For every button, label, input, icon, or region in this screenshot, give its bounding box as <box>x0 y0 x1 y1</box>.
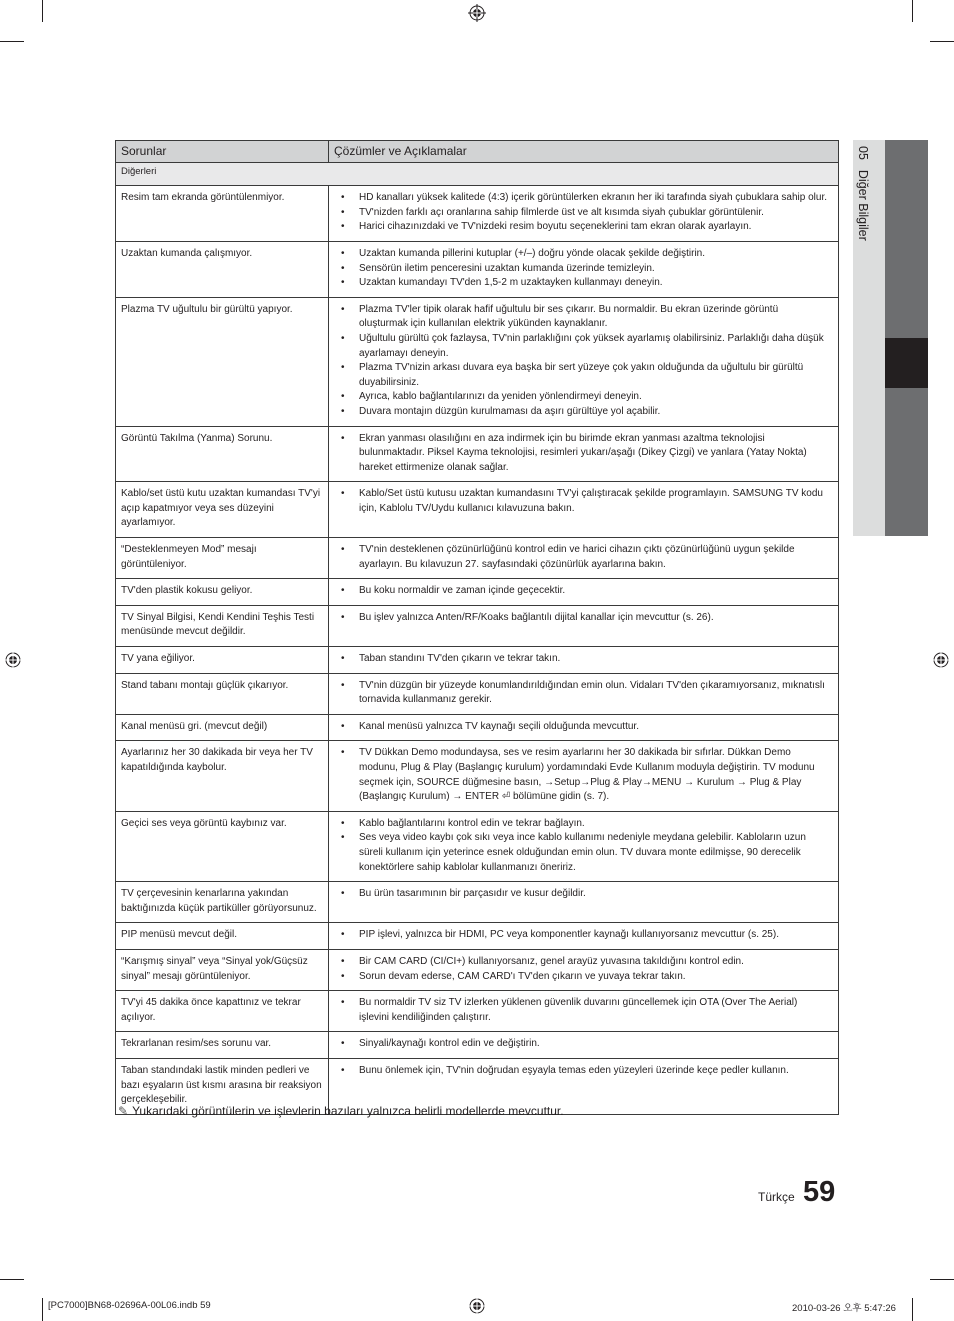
problem-cell: TV'yi 45 dakika önce kapattınız ve tekrar açılıyor. <box>116 991 329 1032</box>
table-row <box>116 605 839 646</box>
note-text: Yukarıdaki görüntülerin ve işlevlerin bazıları yalnızca belirli modellerde mevcuttur. <box>132 1104 564 1118</box>
table-row <box>116 714 839 741</box>
problem-cell: Geçici ses veya görüntü kaybınız var. <box>116 811 329 881</box>
chapter-tab-strip <box>885 140 928 338</box>
chapter-number: 05 <box>856 146 870 160</box>
solution-item: • Bu işlev yalnızca Anten/RF/Koaks bağlantılı dijital kanallar için mevcuttur (s. 26). <box>329 611 828 626</box>
table-row <box>116 647 839 674</box>
solution-item: • Ekran yanması olasılığını en aza indirmek için bu birimde ekran yanması azaltma teknolojisi bulunmaktadır. Piksel Kayma teknolojisi, resimleri yukarı/aşağı (Dikey Çizgi) ve yanlara (Yatay Nokta) hareket ettirmenize olanak sağlar. <box>329 432 828 476</box>
table-row <box>116 241 839 297</box>
table-row <box>116 579 839 606</box>
crop-mark <box>912 0 913 22</box>
table-row <box>116 1032 839 1059</box>
solution-item: • Bunu önlemek için, TV'nin doğrudan eşyayla temas eden yüzeyleri üzerinde keçe pedler kullanın. <box>329 1064 828 1079</box>
column-header-problems: Sorunlar <box>116 141 329 163</box>
table-row <box>116 882 839 923</box>
solution-item: • Bu ürün tasarımının bir parçasıdır ve kusur değildir. <box>329 887 828 902</box>
crop-mark <box>42 1298 43 1321</box>
solution-item: • Taban standını TV'den çıkarın ve tekrar takın. <box>329 652 828 667</box>
problem-cell: TV Sinyal Bilgisi, Kendi Kendini Teşhis Testi menüsünde mevcut değildir. <box>116 605 329 646</box>
problem-cell: Taban standındaki lastik minden pedleri ve bazı eşyaların üst kısmı arasına bir reaksiyon gerçekleşebilir. <box>116 1058 329 1114</box>
footer-timestamp: 2010-03-26 오후 5:47:26 <box>792 1303 896 1314</box>
problem-cell: Kanal menüsü gri. (mevcut değil) <box>116 714 329 741</box>
crop-mark <box>0 1279 24 1280</box>
crop-mark <box>912 1298 913 1321</box>
crop-mark <box>930 41 954 42</box>
solution-list <box>329 487 828 516</box>
solution-list <box>329 817 828 875</box>
solution-list <box>329 887 828 902</box>
note <box>118 1104 564 1118</box>
solution-cell <box>329 949 839 990</box>
solution-cell <box>329 647 839 674</box>
solution-item: • TV'nin düzgün bir yüzeyde konumlandırıldığından emin olun. Vidaları TV'den çıkaramıyorsanız, mıknatıslı tornavida kullanmanız gerekir. <box>329 679 828 708</box>
problem-cell: Görüntü Takılma (Yanma) Sorunu. <box>116 426 329 482</box>
solution-item: • TV'nin desteklenen çözünürlüğünü kontrol edin ve harici cihazın çıktı çözünürlüğünü uygun şekilde ayarlayın. Bu kılavuzun 27. sayfasındaki çözünürlük ayarlarına bakın. <box>329 543 828 572</box>
registration-mark-icon <box>4 651 22 669</box>
table-row <box>116 991 839 1032</box>
solution-item: • Kanal menüsü yalnızca TV kaynağı seçili olduğunda mevcuttur. <box>329 720 828 735</box>
solution-list <box>329 191 828 235</box>
problem-cell: Plazma TV uğultulu bir gürültü yapıyor. <box>116 297 329 426</box>
crop-mark <box>930 1279 954 1280</box>
solution-item: • PIP işlevi, yalnızca bir HDMI, PC veya komponentler kaynağı kullanıyorsanız mevcuttur (s. 25). <box>329 928 828 943</box>
table-row <box>116 949 839 990</box>
solution-list <box>329 679 828 708</box>
problem-cell: Resim tam ekranda görüntülenmiyor. <box>116 186 329 242</box>
solution-list <box>329 928 828 943</box>
table-row <box>116 297 839 426</box>
solution-item: • Sensörün iletim penceresini uzaktan kumanda üzerinde temizleyin. <box>329 262 828 277</box>
problem-cell: Stand tabanı montajı güçlük çıkarıyor. <box>116 673 329 714</box>
table-row <box>116 426 839 482</box>
solution-item: • Bu koku normaldir ve zaman içinde geçecektir. <box>329 584 828 599</box>
solution-list <box>329 611 828 626</box>
solution-item: • TV Dükkan Demo modundaysa, ses ve resim ayarlarını her 30 dakikada bir sıfırlar. Dükkan Demo modunu, Plug & Play (Başlangıç kurulum) yordamındaki Evde Kullanım moduyla değiştirin. TV modunu seçmek için, SOURCE düğmesine basın, →Setup→Plug & Play→MENU → Kurulum → Plug & Play (Başlangıç Kurulum) → ENTER ⏎ bölümüne gidin (s. 7). <box>329 746 828 804</box>
footer-file-info: [PC7000]BN68-02696A-00L06.indb 59 <box>48 1300 211 1311</box>
page-number: 59 <box>803 1176 836 1208</box>
registration-mark-icon <box>932 651 950 669</box>
solution-item: • Sorun devam ederse, CAM CARD'ı TV'den çıkarın ve yuvaya tekrar takın. <box>329 970 828 985</box>
solution-item: • Harici cihazınızdaki ve TV'nizdeki resim boyutu seçeneklerini tam ekran olarak ayarlayın. <box>329 220 828 235</box>
solution-list <box>329 652 828 667</box>
page-language: Türkçe <box>758 1190 795 1204</box>
pencil-note-icon: ✎ <box>118 1104 129 1118</box>
column-header-solutions: Çözümler ve Açıklamalar <box>329 141 839 163</box>
table-row <box>116 673 839 714</box>
solution-list <box>329 584 828 599</box>
section-label: Diğerleri <box>116 162 839 186</box>
solution-item: • Uğultulu gürültü çok fazlaysa, TV'nin parlaklığını çok yüksek ayarlamış olabilirsiniz. Parlaklığı daha düşük ayarlamayı deneyin. <box>329 332 828 361</box>
chapter-tab-marker <box>885 338 928 388</box>
solution-cell <box>329 426 839 482</box>
registration-mark-icon <box>468 1297 486 1315</box>
solution-cell <box>329 714 839 741</box>
solution-cell <box>329 297 839 426</box>
problem-cell: “Karışmış sinyal” veya “Sinyal yok/Güçsüz sinyal” mesajı görüntüleniyor. <box>116 949 329 990</box>
problem-cell: TV'den plastik kokusu geliyor. <box>116 579 329 606</box>
solution-item: • Kablo/Set üstü kutusu uzaktan kumandasını TV'yi çalıştıracak şekilde programlayın. SAMSUNG TV kodu için, Kablolu TV/Uydu kullanıcı kılavuzuna bakın. <box>329 487 828 516</box>
crop-mark <box>0 41 24 42</box>
solution-cell <box>329 605 839 646</box>
solution-list <box>329 720 828 735</box>
solution-cell <box>329 811 839 881</box>
solution-item: • Uzaktan kumanda pillerini kutuplar (+/–) doğru yönde olacak şekilde değiştirin. <box>329 247 828 262</box>
table-row <box>116 811 839 881</box>
solution-item: • Sinyali/kaynağı kontrol edin ve değiştirin. <box>329 1037 828 1052</box>
table-row <box>116 538 839 579</box>
solution-cell <box>329 741 839 811</box>
problem-cell: Ayarlarınız her 30 dakikada bir veya her TV kapatıldığında kaybolur. <box>116 741 329 811</box>
problem-cell: PIP menüsü mevcut değil. <box>116 923 329 950</box>
solution-list <box>329 1064 828 1079</box>
table-row <box>116 482 839 538</box>
solution-list <box>329 996 828 1025</box>
solution-item: • Ses veya video kaybı çok sıkı veya ince kablo kullanımı nedeniyle meydana gelebilir. Kabloların uzun süreli kullanım için yeterince esnek olduğundan emin olun. TV duvara monte edilmişse, 90 derecelik konektörlere sahip kablolar kullanmanızı öneririz. <box>329 831 828 875</box>
table-header-row <box>116 141 839 163</box>
solution-item: • Kablo bağlantılarını kontrol edin ve tekrar bağlayın. <box>329 817 828 832</box>
chapter-title: Diğer Bilgiler <box>856 169 870 241</box>
troubleshooting-table <box>115 140 839 1115</box>
problem-cell: Tekrarlanan resim/ses sorunu var. <box>116 1032 329 1059</box>
registration-mark-icon <box>468 4 486 22</box>
solution-item: • Plazma TV'ler tipik olarak hafif uğultulu bir ses çıkarır. Bu normaldir. Bu ekran üzerinde görüntü oluşturmak için kullanılan elektrik yükünden kaynaklanır. <box>329 303 828 332</box>
solution-list <box>329 432 828 476</box>
problem-cell: Uzaktan kumanda çalışmıyor. <box>116 241 329 297</box>
solution-item: • Bir CAM CARD (CI/CI+) kullanıyorsanız, genel arayüz yuvasına takıldığını kontrol edin. <box>329 955 828 970</box>
solution-item: • Plazma TV'nizin arkası duvara eya başka bir sert yüzeye çok yakın olduğunda da uğultulu bir gürültü duyabilirsiniz. <box>329 361 828 390</box>
solution-cell <box>329 991 839 1032</box>
solution-list <box>329 543 828 572</box>
solution-list <box>329 746 828 804</box>
solution-cell <box>329 538 839 579</box>
solution-cell <box>329 673 839 714</box>
section-row <box>116 162 839 186</box>
solution-cell <box>329 482 839 538</box>
table-row <box>116 186 839 242</box>
solution-cell <box>329 241 839 297</box>
solution-list <box>329 247 828 291</box>
solution-item: • Ayrıca, kablo bağlantılarınızı da yeniden yönlendirmeyi deneyin. <box>329 390 828 405</box>
solution-item: • TV'nizden farklı açı oranlarına sahip filmlerde üst ve alt kısımda siyah çubuklar görüntülenir. <box>329 206 828 221</box>
problem-cell: Kablo/set üstü kutu uzaktan kumandası TV'yi açıp kapatmıyor veya ses düzeyini ayarlamıyor. <box>116 482 329 538</box>
solution-list <box>329 1037 828 1052</box>
problem-cell: “Desteklenmeyen Mod” mesajı görüntüleniyor. <box>116 538 329 579</box>
table-row <box>116 741 839 811</box>
solution-list <box>329 955 828 984</box>
table-row <box>116 923 839 950</box>
solution-item: • Uzaktan kumandayı TV'den 1,5-2 m uzaktayken kullanmayı deneyin. <box>329 276 828 291</box>
solution-item: • Duvara montajın düzgün kurulmaması da aşırı gürültüye yol açabilir. <box>329 405 828 420</box>
crop-mark <box>42 0 43 22</box>
solution-cell <box>329 923 839 950</box>
solution-item: • Bu normaldir TV siz TV izlerken yüklenen güvenlik duvarını güncellemek için OTA (Over The Aerial) işlevini kendiliğinden çalıştırır. <box>329 996 828 1025</box>
solution-cell <box>329 1032 839 1059</box>
solution-cell <box>329 186 839 242</box>
problem-cell: TV yana eğiliyor. <box>116 647 329 674</box>
solution-cell <box>329 579 839 606</box>
solution-item: • HD kanalları yüksek kalitede (4:3) içerik görüntülerken ekranın her iki tarafında siyah çubuklara sahip olur. <box>329 191 828 206</box>
problem-cell: TV çerçevesinin kenarlarına yakından baktığınızda küçük partiküller görüyorsunuz. <box>116 882 329 923</box>
solution-list <box>329 303 828 420</box>
chapter-label <box>856 146 870 241</box>
chapter-tab-strip <box>885 388 928 536</box>
solution-cell <box>329 882 839 923</box>
